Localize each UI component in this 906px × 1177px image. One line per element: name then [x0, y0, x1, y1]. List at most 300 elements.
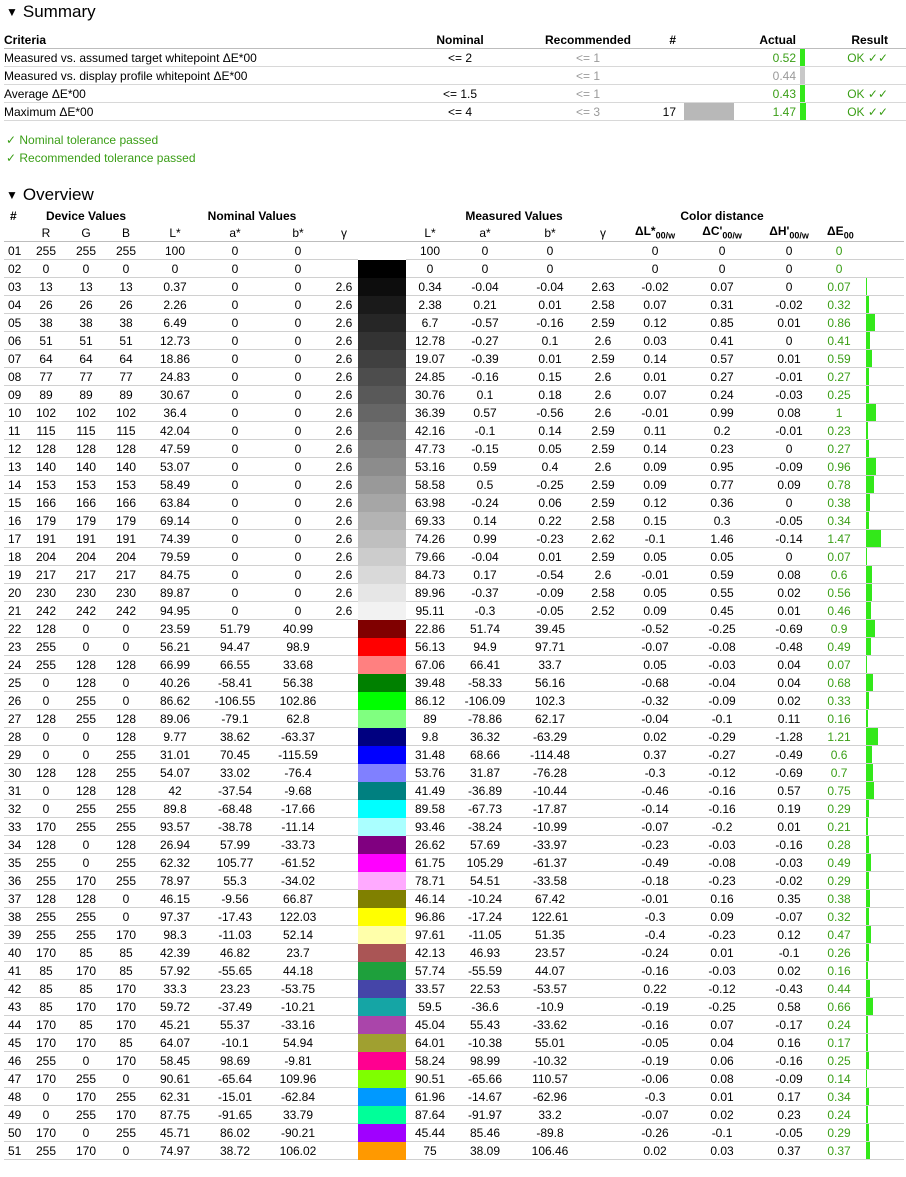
delta-e [822, 908, 904, 926]
color-swatch [358, 800, 406, 818]
nominal-b: 23.7 [266, 944, 330, 962]
nominal-gamma [330, 620, 358, 638]
device-r: 255 [26, 656, 66, 674]
nominal-header: Nominal [392, 31, 528, 49]
delta-l: 0.14 [622, 440, 688, 458]
device-b: 255 [106, 818, 146, 836]
nominal-b: -34.02 [266, 872, 330, 890]
delta-e-bar [866, 404, 876, 421]
delta-h: 0.02 [756, 584, 822, 602]
delta-e-bar [866, 926, 871, 943]
delta-l: -0.04 [622, 710, 688, 728]
swatch-sub-header [358, 224, 406, 242]
device-g: 166 [66, 494, 106, 512]
delta-c: -0.29 [688, 728, 756, 746]
measured-l: 30.76 [406, 386, 454, 404]
delta-e-value: 0.07 [827, 280, 851, 294]
delta-h: 0.04 [756, 674, 822, 692]
table-row [4, 260, 904, 278]
device-r: 204 [26, 548, 66, 566]
delta-l: -0.19 [622, 1052, 688, 1070]
nominal-a: 0 [204, 512, 266, 530]
nominal-a: -37.54 [204, 782, 266, 800]
nominal-gamma: 2.6 [330, 602, 358, 620]
delta-e [822, 980, 904, 998]
device-r: 128 [26, 710, 66, 728]
count-bar-cell [684, 49, 734, 67]
color-swatch [358, 782, 406, 800]
table-row [4, 584, 904, 602]
device-b: 170 [106, 980, 146, 998]
device-r: 179 [26, 512, 66, 530]
nominal-a: 0 [204, 242, 266, 260]
color-swatch [358, 602, 406, 620]
device-g: 140 [66, 458, 106, 476]
delta-e-bar [866, 692, 869, 709]
summary-section-header[interactable] [0, 0, 906, 24]
measured-gamma [584, 692, 622, 710]
measured-l: 36.39 [406, 404, 454, 422]
nominal-gamma [330, 746, 358, 764]
delta-e [822, 854, 904, 872]
device-b: 170 [106, 1052, 146, 1070]
delta-e [822, 584, 904, 602]
criteria-cell: Measured vs. display profile whitepoint ΔE*00 [4, 67, 392, 85]
nominal-a: 0 [204, 548, 266, 566]
delta-e-value: 0.16 [827, 964, 851, 978]
measured-b: -0.09 [516, 584, 584, 602]
measured-gamma [584, 854, 622, 872]
delta-h: -0.01 [756, 422, 822, 440]
nominal-b: 0 [266, 512, 330, 530]
measured-gamma [584, 1106, 622, 1124]
nominal-b: 0 [266, 368, 330, 386]
delta-l: 0.05 [622, 584, 688, 602]
measured-b: 0.4 [516, 458, 584, 476]
table-row [4, 530, 904, 548]
color-swatch [358, 728, 406, 746]
device-g: 0 [66, 620, 106, 638]
nominal-l: 45.21 [146, 1016, 204, 1034]
device-r: 242 [26, 602, 66, 620]
nominal-gamma: 2.6 [330, 530, 358, 548]
measured-b: -33.97 [516, 836, 584, 854]
delta-e-bar [866, 656, 867, 673]
color-swatch [358, 926, 406, 944]
nominal-a: 0 [204, 296, 266, 314]
delta-e [822, 962, 904, 980]
measured-gamma [584, 944, 622, 962]
overview-table [4, 207, 904, 1160]
measured-l: 78.71 [406, 872, 454, 890]
patch-number: 04 [4, 296, 26, 314]
delta-e [822, 890, 904, 908]
delta-c: 0.3 [688, 512, 756, 530]
nominal-l: 78.97 [146, 872, 204, 890]
delta-c: -0.23 [688, 872, 756, 890]
device-g: 217 [66, 566, 106, 584]
delta-e-value: 0.68 [827, 676, 851, 690]
delta-l: 0.07 [622, 386, 688, 404]
nominal-l: 42.04 [146, 422, 204, 440]
table-row [4, 674, 904, 692]
delta-e [822, 350, 904, 368]
collapse-triangle-icon[interactable]: ▼ [6, 188, 18, 202]
device-g: 0 [66, 260, 106, 278]
patch-number: 17 [4, 530, 26, 548]
delta-e-bar [866, 890, 870, 907]
delta-e-bar [866, 332, 870, 349]
delta-e-bar [866, 440, 869, 457]
delta-e-sub: 00 [843, 230, 854, 241]
color-swatch [358, 548, 406, 566]
device-g: 255 [66, 242, 106, 260]
delta-h: 0 [756, 440, 822, 458]
recommended-cell: <= 1 [528, 85, 648, 103]
measured-b: 106.46 [516, 1142, 584, 1160]
nominal-cell [392, 67, 528, 85]
nominal-gamma: 2.6 [330, 332, 358, 350]
delta-e-bar [866, 1034, 868, 1051]
patch-number: 47 [4, 1070, 26, 1088]
nominal-b: -62.84 [266, 1088, 330, 1106]
device-r: 0 [26, 1106, 66, 1124]
delta-e-value: 0.46 [827, 604, 851, 618]
measured-b: 0 [516, 260, 584, 278]
measured-l: 75 [406, 1142, 454, 1160]
delta-e-value: 0.38 [827, 892, 851, 906]
patch-number: 06 [4, 332, 26, 350]
device-r: 255 [26, 1052, 66, 1070]
delta-c: 0.07 [688, 278, 756, 296]
device-b: 255 [106, 1124, 146, 1142]
color-swatch [358, 368, 406, 386]
delta-h: 0.35 [756, 890, 822, 908]
delta-e-value: 0.33 [827, 694, 851, 708]
measured-l: 45.04 [406, 1016, 454, 1034]
device-r: 128 [26, 836, 66, 854]
color-swatch [358, 710, 406, 728]
measured-a: -10.24 [454, 890, 516, 908]
device-r: 85 [26, 980, 66, 998]
device-g: 0 [66, 728, 106, 746]
measured-b: -10.44 [516, 782, 584, 800]
delta-h: 0 [756, 260, 822, 278]
nominal-l: 94.95 [146, 602, 204, 620]
measured-a: 0.59 [454, 458, 516, 476]
delta-l: 0.22 [622, 980, 688, 998]
delta-c: 0.24 [688, 386, 756, 404]
delta-e-bar [866, 584, 872, 601]
device-r: 166 [26, 494, 66, 512]
delta-e [822, 530, 904, 548]
delta-h: 0.09 [756, 476, 822, 494]
nominal-gamma [330, 1070, 358, 1088]
device-b: 128 [106, 440, 146, 458]
table-row [4, 440, 904, 458]
color-swatch [358, 620, 406, 638]
nominal-b: -61.52 [266, 854, 330, 872]
device-b: 230 [106, 584, 146, 602]
device-g: 191 [66, 530, 106, 548]
device-b: 0 [106, 260, 146, 278]
actual-bar-cell [796, 67, 806, 85]
delta-e-bar [866, 872, 869, 889]
measured-a: -106.09 [454, 692, 516, 710]
delta-e-bar [866, 908, 869, 925]
measured-gamma [584, 728, 622, 746]
measured-gamma [584, 638, 622, 656]
nominal-l: 31.01 [146, 746, 204, 764]
measured-a: -58.33 [454, 674, 516, 692]
delta-l: 0.03 [622, 332, 688, 350]
measured-a: -0.15 [454, 440, 516, 458]
measured-a: 0.1 [454, 386, 516, 404]
table-row [4, 1016, 904, 1034]
measured-a: 38.09 [454, 1142, 516, 1160]
delta-h: -0.17 [756, 1016, 822, 1034]
nominal-gamma: 2.6 [330, 422, 358, 440]
nominal-b: -11.14 [266, 818, 330, 836]
patch-number: 49 [4, 1106, 26, 1124]
delta-l: -0.26 [622, 1124, 688, 1142]
delta-e-value: 0.07 [827, 550, 851, 564]
delta-c: -0.08 [688, 638, 756, 656]
measured-l: 95.11 [406, 602, 454, 620]
measured-a: -17.24 [454, 908, 516, 926]
nominal-a: 57.99 [204, 836, 266, 854]
measured-b: 0.18 [516, 386, 584, 404]
delta-e-value: 0.37 [827, 1144, 851, 1158]
delta-e-value: 0.56 [827, 586, 851, 600]
nominal-gamma [330, 1106, 358, 1124]
delta-e [822, 836, 904, 854]
delta-c: 0 [688, 242, 756, 260]
summary-row [4, 49, 906, 67]
result-cell: OK ✓✓ [806, 103, 906, 121]
nominal-gamma: 2.6 [330, 386, 358, 404]
measured-b: -33.62 [516, 1016, 584, 1034]
measured-l: 79.66 [406, 548, 454, 566]
device-b: 0 [106, 638, 146, 656]
nominal-b: 0 [266, 296, 330, 314]
device-b: 77 [106, 368, 146, 386]
g-header: G [66, 224, 106, 242]
nominal-l: 54.07 [146, 764, 204, 782]
patch-number: 45 [4, 1034, 26, 1052]
actual-bar-cell [796, 103, 806, 121]
measured-a: 0 [454, 242, 516, 260]
measured-gamma-header: γ [584, 224, 622, 242]
measured-gamma: 2.59 [584, 314, 622, 332]
nominal-b: 106.02 [266, 1142, 330, 1160]
table-row [4, 980, 904, 998]
measured-gamma [584, 1034, 622, 1052]
table-row [4, 296, 904, 314]
measured-a: 0.5 [454, 476, 516, 494]
delta-l: -0.07 [622, 818, 688, 836]
device-g: 255 [66, 1106, 106, 1124]
nominal-l: 62.32 [146, 854, 204, 872]
delta-h-sub: 00/w [789, 230, 809, 241]
delta-c: 0.01 [688, 1088, 756, 1106]
measured-a: 55.43 [454, 1016, 516, 1034]
device-r: 170 [26, 1034, 66, 1052]
patch-number: 12 [4, 440, 26, 458]
measured-l: 41.49 [406, 782, 454, 800]
device-g: 115 [66, 422, 106, 440]
delta-e-bar [866, 314, 875, 331]
color-swatch [358, 476, 406, 494]
delta-c: 0.01 [688, 944, 756, 962]
patch-number: 22 [4, 620, 26, 638]
nominal-gamma [330, 764, 358, 782]
patch-number: 07 [4, 350, 26, 368]
delta-e-value: 0.07 [827, 658, 851, 672]
delta-e-value: 0.49 [827, 640, 851, 654]
device-b: 128 [106, 728, 146, 746]
nominal-gamma [330, 728, 358, 746]
device-g: 255 [66, 818, 106, 836]
device-r: 170 [26, 1124, 66, 1142]
delta-c: 0.41 [688, 332, 756, 350]
delta-l: 0 [622, 260, 688, 278]
device-b: 0 [106, 674, 146, 692]
actual-bar-cell [796, 49, 806, 67]
device-r: 170 [26, 1016, 66, 1034]
delta-c: 0.09 [688, 908, 756, 926]
device-g: 0 [66, 854, 106, 872]
color-swatch [358, 440, 406, 458]
nominal-l: 9.77 [146, 728, 204, 746]
device-g: 128 [66, 440, 106, 458]
delta-h: -0.03 [756, 854, 822, 872]
table-row [4, 314, 904, 332]
nominal-l: 89.87 [146, 584, 204, 602]
delta-l: -0.3 [622, 908, 688, 926]
measured-l: 90.51 [406, 1070, 454, 1088]
device-g: 170 [66, 872, 106, 890]
color-swatch [358, 764, 406, 782]
device-b: 0 [106, 692, 146, 710]
nominal-l: 58.49 [146, 476, 204, 494]
delta-e-bar [866, 458, 876, 475]
measured-gamma: 2.58 [584, 296, 622, 314]
measured-gamma [584, 1142, 622, 1160]
device-r: 170 [26, 944, 66, 962]
nominal-a: 0 [204, 476, 266, 494]
nominal-a: 0 [204, 602, 266, 620]
count-cell [648, 49, 684, 67]
nominal-gamma [330, 926, 358, 944]
delta-c: 0.99 [688, 404, 756, 422]
device-r: 170 [26, 818, 66, 836]
device-b: 38 [106, 314, 146, 332]
overview-sub-header-row [4, 224, 904, 242]
nominal-gamma: 2.6 [330, 278, 358, 296]
measured-l: 56.13 [406, 638, 454, 656]
measured-b: -61.37 [516, 854, 584, 872]
nominal-cell: <= 2 [392, 49, 528, 67]
delta-h: 0.01 [756, 314, 822, 332]
delta-h: -0.16 [756, 836, 822, 854]
color-swatch [358, 404, 406, 422]
measured-b: 0.01 [516, 548, 584, 566]
color-swatch [358, 656, 406, 674]
delta-e-value: 0.47 [827, 928, 851, 942]
measured-gamma [584, 260, 622, 278]
color-swatch [358, 512, 406, 530]
delta-l-sub: 00/w [655, 230, 676, 241]
actual-cell: 0.52 [734, 49, 796, 67]
delta-l: -0.02 [622, 278, 688, 296]
nominal-gamma [330, 674, 358, 692]
delta-c: -0.03 [688, 836, 756, 854]
delta-c: -0.16 [688, 782, 756, 800]
measured-values-header: Measured Values [465, 208, 563, 223]
device-b: 85 [106, 1034, 146, 1052]
patch-number: 37 [4, 890, 26, 908]
nominal-gamma [330, 890, 358, 908]
nominal-a: -10.1 [204, 1034, 266, 1052]
delta-e-value: 0.29 [827, 1126, 851, 1140]
color-swatch [358, 530, 406, 548]
overview-section-header[interactable] [0, 183, 906, 207]
delta-e-value: 1.47 [827, 532, 851, 546]
criteria-cell: Maximum ΔE*00 [4, 103, 392, 121]
table-row [4, 890, 904, 908]
delta-e-bar [866, 854, 871, 871]
nominal-a: -65.64 [204, 1070, 266, 1088]
device-r: 230 [26, 584, 66, 602]
patch-number: 26 [4, 692, 26, 710]
measured-l: 97.61 [406, 926, 454, 944]
delta-e-label: ΔE [827, 224, 844, 239]
table-row [4, 1088, 904, 1106]
nominal-a: 33.02 [204, 764, 266, 782]
collapse-triangle-icon[interactable]: ▼ [6, 5, 18, 19]
device-g: 89 [66, 386, 106, 404]
nominal-b: 33.68 [266, 656, 330, 674]
color-swatch [358, 386, 406, 404]
device-r: 85 [26, 962, 66, 980]
device-b: 255 [106, 1088, 146, 1106]
delta-c: 0.59 [688, 566, 756, 584]
delta-l: -0.49 [622, 854, 688, 872]
delta-e [822, 926, 904, 944]
summary-row [4, 85, 906, 103]
measured-a: -0.04 [454, 278, 516, 296]
count-bar [684, 103, 734, 120]
table-row [4, 962, 904, 980]
nominal-b: 56.38 [266, 674, 330, 692]
delta-h: -0.05 [756, 512, 822, 530]
delta-e-value: 0.27 [827, 370, 851, 384]
delta-c: 0.16 [688, 890, 756, 908]
device-g: 255 [66, 710, 106, 728]
device-b: 255 [106, 854, 146, 872]
measured-b: -33.58 [516, 872, 584, 890]
delta-e [822, 1106, 904, 1124]
measured-b: -0.04 [516, 278, 584, 296]
delta-c: -0.27 [688, 746, 756, 764]
table-row [4, 800, 904, 818]
nominal-l: 47.59 [146, 440, 204, 458]
delta-e-value: 0.9 [830, 622, 848, 636]
device-b: 170 [106, 1106, 146, 1124]
delta-e [822, 548, 904, 566]
nominal-b: -53.75 [266, 980, 330, 998]
